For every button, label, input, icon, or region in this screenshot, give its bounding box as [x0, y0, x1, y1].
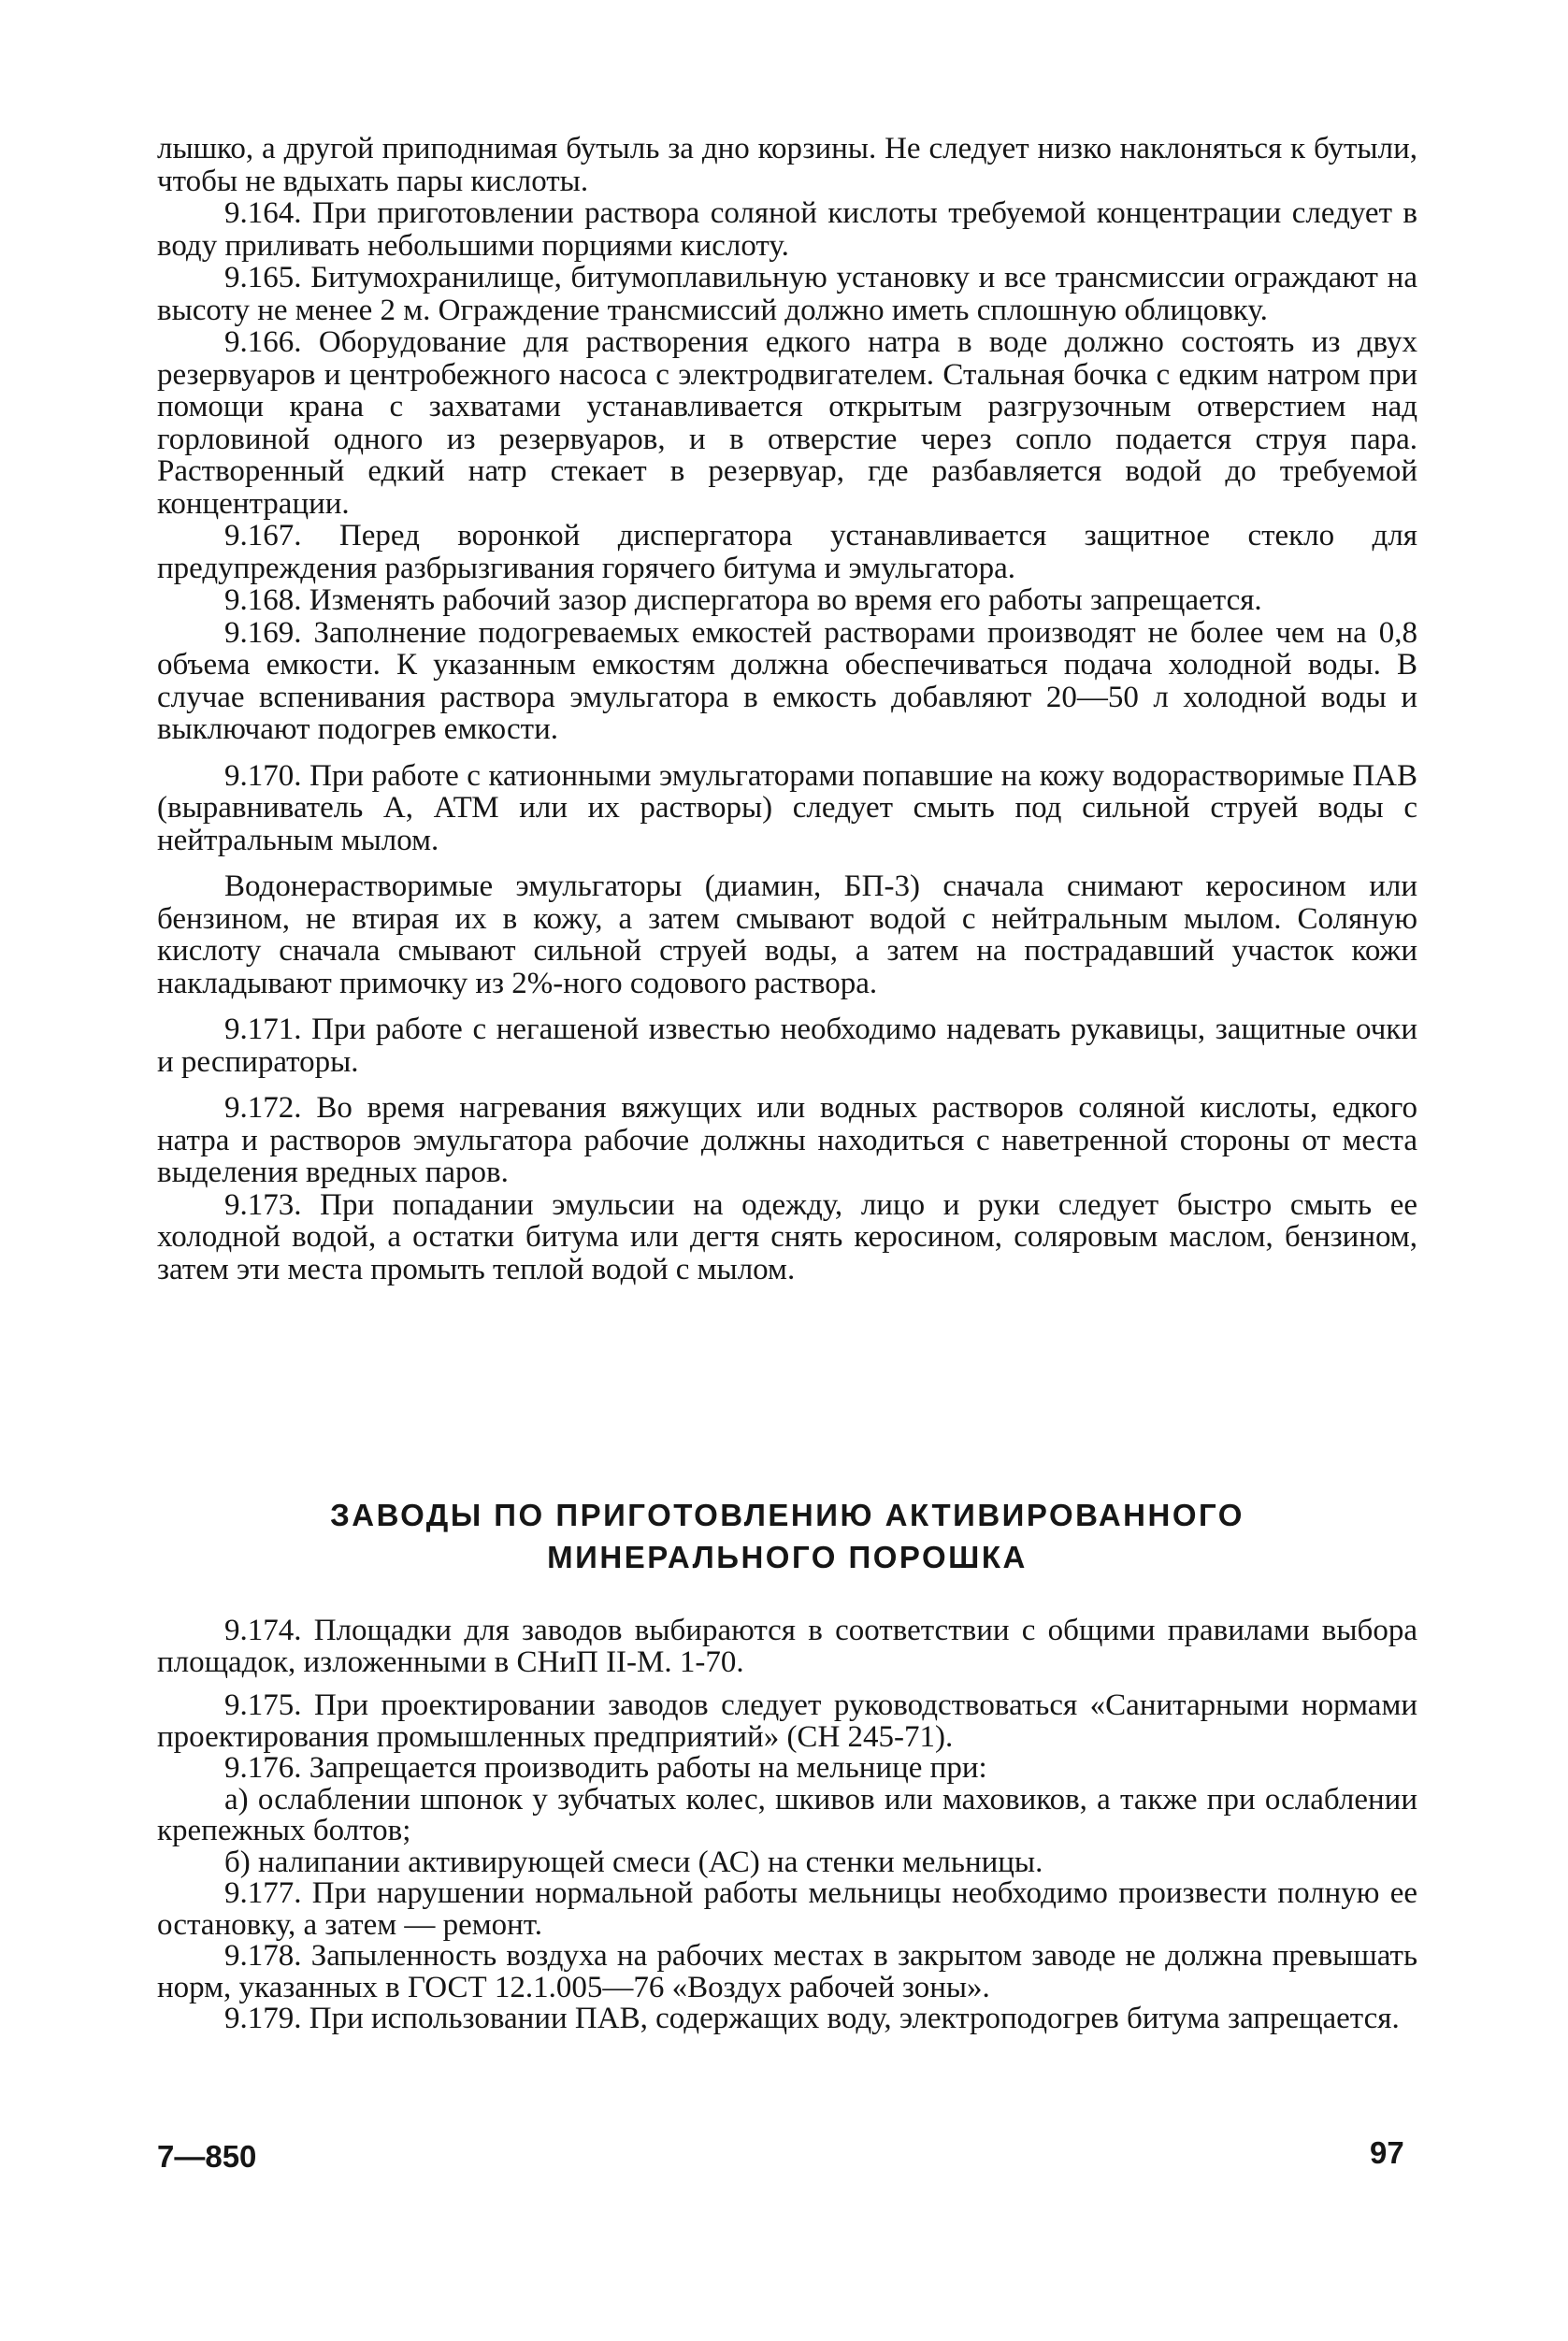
body-text-top: [157, 133, 1417, 1285]
section-heading: [157, 1494, 1417, 1578]
paragraph-emulsifiers: Водонерастворимые эмульгаторы (диамин, БП-3) сначала снимают керосином или бензином, не втирая их в кожу, а затем смывают водой с нейтральным мылом. Соляную кислоту сначала смывают сильной струей воды, а затем на пострадавший участок кожи накладывают примочку из 2%-ного содового раствора.: [157, 869, 1417, 1000]
paragraph-9-168: 9.168. Изменять рабочий зазор диспергатора во время его работы запрещается.: [224, 583, 1262, 617]
paragraph-9-164: 9.164. При приготовлении раствора соляной кислоты требуемой концентрации следует в воду приливать небольшими порциями кислоту.: [157, 196, 1417, 263]
paragraph-9-176: 9.176. Запрещается производить работы на мельнице при:: [224, 1751, 987, 1785]
paragraph-9-169: 9.169. Заполнение подогреваемых емкостей растворами производят не более чем на 0,8 объема емкости. К указанным емкостям должна обеспечиваться подача холодной воды. В случае вспенивания раствора эмульгатора в емкость добавляют 20—50 л холодной воды и выключают подогрев емкости.: [157, 615, 1417, 746]
paragraph-9-172: 9.172. Во время нагревания вяжущих или водных растворов соляной кислоты, едкого натра и растворов эмульгатора рабочие должны находиться с наветренной стороны от места выделения вредных паров.: [157, 1091, 1417, 1189]
paragraph-continuation: лышко, а другой приподнимая бутыль за дно корзины. Не следует низко наклоняться к бутыли, чтобы не вдыхать пары кислоты.: [157, 132, 1417, 198]
paragraph-9-165: 9.165. Битумохранилище, битумоплавильную установку и все трансмиссии ограждают на высоту не менее 2 м. Ограждение трансмиссий должно иметь сплошную облицовку.: [157, 261, 1417, 327]
paragraph-9-170: 9.170. При работе с катионными эмульгаторами попавшие на кожу водорастворимые ПАВ (выравниватель А, АТМ или их растворы) следует смыть под сильной струей воды с нейтральным мылом.: [157, 758, 1417, 857]
paragraph-9-175: 9.175. При проектировании заводов следует руководствоваться «Санитарными нормами проектирования промышленных предприятий» (СН 245-71).: [157, 1688, 1417, 1754]
section-heading-line-1: ЗАВОДЫ ПО ПРИГОТОВЛЕНИЮ АКТИВИРОВАННОГО: [330, 1498, 1244, 1532]
paragraph-9-179: 9.179. При использовании ПАВ, содержащих воду, электроподогрев битума запрещается.: [224, 2002, 1400, 2035]
footer-signature: 7—850: [157, 2139, 257, 2174]
paragraph-9-174: 9.174. Площадки для заводов выбираются в соответствии с общими правилами выбора площадок, изложенными в СНиП II-М. 1-70.: [157, 1614, 1417, 1679]
paragraph-9-177: 9.177. При нарушении нормальной работы мельницы необходимо произвести полную ее остановку, а затем — ремонт.: [157, 1876, 1417, 1942]
paragraph-9-173: 9.173. При попадании эмульсии на одежду, лицо и руки следует быстро смыть ее холодной водой, а остатки битума или дегтя снять керосином, соляровым маслом, бензином, затем эти места промыть теплой водой с мылом.: [157, 1187, 1417, 1286]
body-text-bottom: [157, 1616, 1417, 2035]
page-number: 97: [1370, 2135, 1404, 2170]
section-heading-line-2: МИНЕРАЛЬНОГО ПОРОШКА: [547, 1540, 1028, 1574]
paragraph-9-176-a: а) ослаблении шпонок у зубчатых колес, шкивов или маховиков, а также при ослаблении крепежных болтов;: [157, 1782, 1417, 1847]
paragraph-9-178: 9.178. Запыленность воздуха на рабочих местах в закрытом заводе не должна превышать норм, указанных в ГОСТ 12.1.005—76 «Воздух рабочей зоны».: [157, 1939, 1417, 2004]
paragraph-9-171: 9.171. При работе с негашеной известью необходимо надевать рукавицы, защитные очки и респираторы.: [157, 1013, 1417, 1079]
paragraph-9-166: 9.166. Оборудование для растворения едкого натра в воде должно состоять из двух резервуаров и центробежного насоса с электродвигателем. Стальная бочка с едким натром при помощи крана с захватами устанавливается открытым разгрузочным отверстием над горловиной одного из резервуаров, и в отверстие через сопло подается струя пара. Растворенный едкий натр стекает в резервуар, где разбавляется водой до требуемой концентрации.: [157, 325, 1417, 521]
paragraph-9-167: 9.167. Перед воронкой диспергатора устанавливается защитное стекло для предупреждения разбрызгивания горячего битума и эмульгатора.: [157, 519, 1417, 585]
paragraph-9-176-b: б) налипании активирующей смеси (АС) на стенки мельницы.: [224, 1845, 1043, 1879]
